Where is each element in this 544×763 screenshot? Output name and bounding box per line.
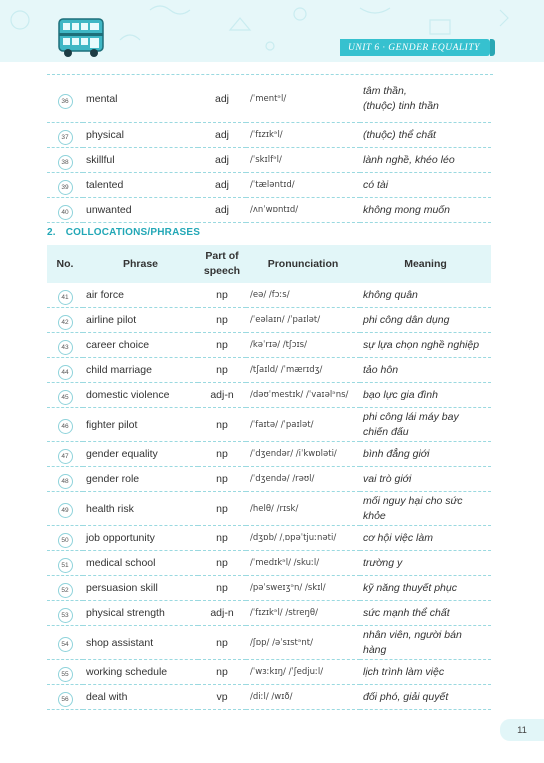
table-header-row [47, 245, 491, 283]
pos-cell: adj [198, 148, 246, 173]
row-number-badge: 55 [58, 667, 73, 682]
header-pos: Part of speech [198, 245, 246, 283]
collocations-table [47, 245, 491, 710]
meaning-cell: phi công lái máy bay chiến đấu [360, 408, 491, 442]
meaning-cell: không mong muốn [360, 198, 491, 223]
table-row [47, 408, 491, 442]
table-row [47, 283, 491, 308]
phrase-cell: physical strength [83, 601, 198, 626]
phrase-cell: working schedule [83, 660, 198, 685]
meaning-cell: lịch trình làm việc [360, 660, 491, 685]
pos-cell: np [198, 551, 246, 576]
row-number-badge: 52 [58, 583, 73, 598]
pronunciation-cell: /dʒɒb/ /ˌɒpəˈtjuːnəti/ [246, 526, 360, 551]
row-number-badge: 43 [58, 340, 73, 355]
pos-cell: adj [198, 198, 246, 223]
meaning-cell: bình đẳng giới [360, 442, 491, 467]
header-phrase: Phrase [83, 245, 198, 283]
pronunciation-cell: /ˈfɪzɪkᵊl/ [246, 123, 360, 148]
meaning-cell: nhân viên, người bán hàng [360, 626, 491, 660]
table-row [47, 601, 491, 626]
word-cell: mental [83, 76, 198, 123]
phrase-cell: health risk [83, 492, 198, 526]
phrase-cell: job opportunity [83, 526, 198, 551]
pronunciation-cell: /ˈwɜːkɪŋ/ /ˈʃedjuːl/ [246, 660, 360, 685]
meaning-cell: sức mạnh thể chất [360, 601, 491, 626]
row-number-badge: 45 [58, 390, 73, 405]
table-row [47, 308, 491, 333]
pos-cell: adj-n [198, 383, 246, 408]
double-decker-bus-icon [56, 15, 106, 59]
section-heading [47, 227, 200, 238]
pos-cell: np [198, 308, 246, 333]
unit-banner: UNIT 6 · GENDER EQUALITY [340, 39, 490, 56]
phrase-cell: fighter pilot [83, 408, 198, 442]
row-number-badge: 37 [58, 130, 73, 145]
pos-cell: np [198, 442, 246, 467]
pronunciation-cell: /ʌnˈwɒntɪd/ [246, 198, 360, 223]
pos-cell: adj [198, 123, 246, 148]
header-meaning: Meaning [360, 245, 491, 283]
row-number-badge: 51 [58, 558, 73, 573]
row-number-badge: 44 [58, 365, 73, 380]
table-row [47, 333, 491, 358]
word-cell: physical [83, 123, 198, 148]
pos-cell: np [198, 467, 246, 492]
page-number: 11 [500, 719, 544, 741]
pronunciation-cell: /diːl/ /wɪð/ [246, 685, 360, 710]
row-number-badge: 46 [58, 419, 73, 434]
pronunciation-cell: /eə/ /fɔːs/ [246, 283, 360, 308]
word-cell: unwanted [83, 198, 198, 223]
phrase-cell: air force [83, 283, 198, 308]
phrase-cell: gender equality [83, 442, 198, 467]
meaning-cell: không quân [360, 283, 491, 308]
table-row [47, 148, 491, 173]
pronunciation-cell: /ˈtæləntɪd/ [246, 173, 360, 198]
meaning-cell: cơ hội việc làm [360, 526, 491, 551]
word-cell: skillful [83, 148, 198, 173]
row-number-badge: 36 [58, 94, 73, 109]
divider [47, 74, 493, 75]
meaning-cell: có tài [360, 173, 491, 198]
pronunciation-cell: /ˈmedɪkᵊl/ /skuːl/ [246, 551, 360, 576]
pos-cell: np [198, 283, 246, 308]
pos-cell: adj [198, 173, 246, 198]
table-row [47, 442, 491, 467]
row-number-badge: 40 [58, 205, 73, 220]
phrase-cell: child marriage [83, 358, 198, 383]
meaning-cell: (thuộc) thể chất [360, 123, 491, 148]
pronunciation-cell: /ˈfaɪtə/ /ˈpaɪlət/ [246, 408, 360, 442]
row-number-badge: 39 [58, 180, 73, 195]
header-pronunciation: Pronunciation [246, 245, 360, 283]
table-row [47, 626, 491, 660]
section-title-text: COLLOCATIONS/PHRASES [65, 227, 201, 238]
table-row [47, 492, 491, 526]
phrase-cell: deal with [83, 685, 198, 710]
table-row [47, 576, 491, 601]
row-number-badge: 38 [58, 155, 73, 170]
row-number-badge: 41 [58, 290, 73, 305]
pronunciation-cell: /ˈfɪzɪkᵊl/ /streŋθ/ [246, 601, 360, 626]
table-row [47, 173, 491, 198]
row-number-badge: 56 [58, 692, 73, 707]
pos-cell: np [198, 576, 246, 601]
pronunciation-cell: /ˈmentᵊl/ [246, 76, 360, 123]
table-row [47, 551, 491, 576]
pos-cell: np [198, 526, 246, 551]
phrase-cell: medical school [83, 551, 198, 576]
pronunciation-cell: /tʃaɪld/ /ˈmærɪdʒ/ [246, 358, 360, 383]
row-number-badge: 49 [58, 503, 73, 518]
row-number-badge: 48 [58, 474, 73, 489]
header-no: No. [47, 245, 83, 283]
pos-cell: adj [198, 76, 246, 123]
meaning-cell: lành nghề, khéo léo [360, 148, 491, 173]
pos-cell: adj-n [198, 601, 246, 626]
phrase-cell: persuasion skill [83, 576, 198, 601]
meaning-cell: kỹ năng thuyết phục [360, 576, 491, 601]
meaning-cell: bạo lực gia đình [360, 383, 491, 408]
phrase-cell: shop assistant [83, 626, 198, 660]
table-row [47, 198, 491, 223]
section-number: 2. [47, 227, 56, 238]
meaning-cell: vai trò giới [360, 467, 491, 492]
pos-cell: vp [198, 685, 246, 710]
table-row [47, 383, 491, 408]
pos-cell: np [198, 492, 246, 526]
row-number-badge: 42 [58, 315, 73, 330]
phrase-cell: domestic violence [83, 383, 198, 408]
pronunciation-cell: /ˈdʒendər/ /iˈkwɒləti/ [246, 442, 360, 467]
pronunciation-cell: /helθ/ /rɪsk/ [246, 492, 360, 526]
page-header [0, 0, 544, 62]
meaning-cell: mối nguy hại cho sức khỏe [360, 492, 491, 526]
pronunciation-cell: /ˈskɪlfᵊl/ [246, 148, 360, 173]
pronunciation-cell: /kəˈrɪə/ /tʃɔɪs/ [246, 333, 360, 358]
meaning-cell: đối phó, giải quyết [360, 685, 491, 710]
pronunciation-cell: /ʃɒp/ /əˈsɪstᵊnt/ [246, 626, 360, 660]
meaning-cell: trường y [360, 551, 491, 576]
row-number-badge: 47 [58, 449, 73, 464]
table-row [47, 358, 491, 383]
table-row [47, 660, 491, 685]
pos-cell: np [198, 408, 246, 442]
pos-cell: np [198, 660, 246, 685]
phrase-cell: gender role [83, 467, 198, 492]
pos-cell: np [198, 358, 246, 383]
row-number-badge: 50 [58, 533, 73, 548]
pronunciation-cell: /pəˈsweɪʒᵊn/ /skɪl/ [246, 576, 360, 601]
table-row [47, 467, 491, 492]
meaning-cell: phi công dân dụng [360, 308, 491, 333]
meaning-cell: sự lựa chọn nghề nghiệp [360, 333, 491, 358]
row-number-badge: 53 [58, 608, 73, 623]
phrase-cell: airline pilot [83, 308, 198, 333]
pronunciation-cell: /ˈdʒendə/ /rəʊl/ [246, 467, 360, 492]
table-row [47, 526, 491, 551]
pos-cell: np [198, 626, 246, 660]
word-cell: talented [83, 173, 198, 198]
row-number-badge: 54 [58, 637, 73, 652]
phrase-cell: career choice [83, 333, 198, 358]
meaning-cell: tảo hôn [360, 358, 491, 383]
meaning-cell: tâm thần, (thuộc) tinh thần [360, 76, 491, 123]
pronunciation-cell: /dəʊˈmestɪk/ /ˈvaɪəlᵊns/ [246, 383, 360, 408]
pos-cell: np [198, 333, 246, 358]
table-row [47, 685, 491, 710]
vocabulary-table-continued [47, 76, 491, 223]
table-row [47, 76, 491, 123]
table-row [47, 123, 491, 148]
pronunciation-cell: /ˈeəlaɪn/ /ˈpaɪlət/ [246, 308, 360, 333]
